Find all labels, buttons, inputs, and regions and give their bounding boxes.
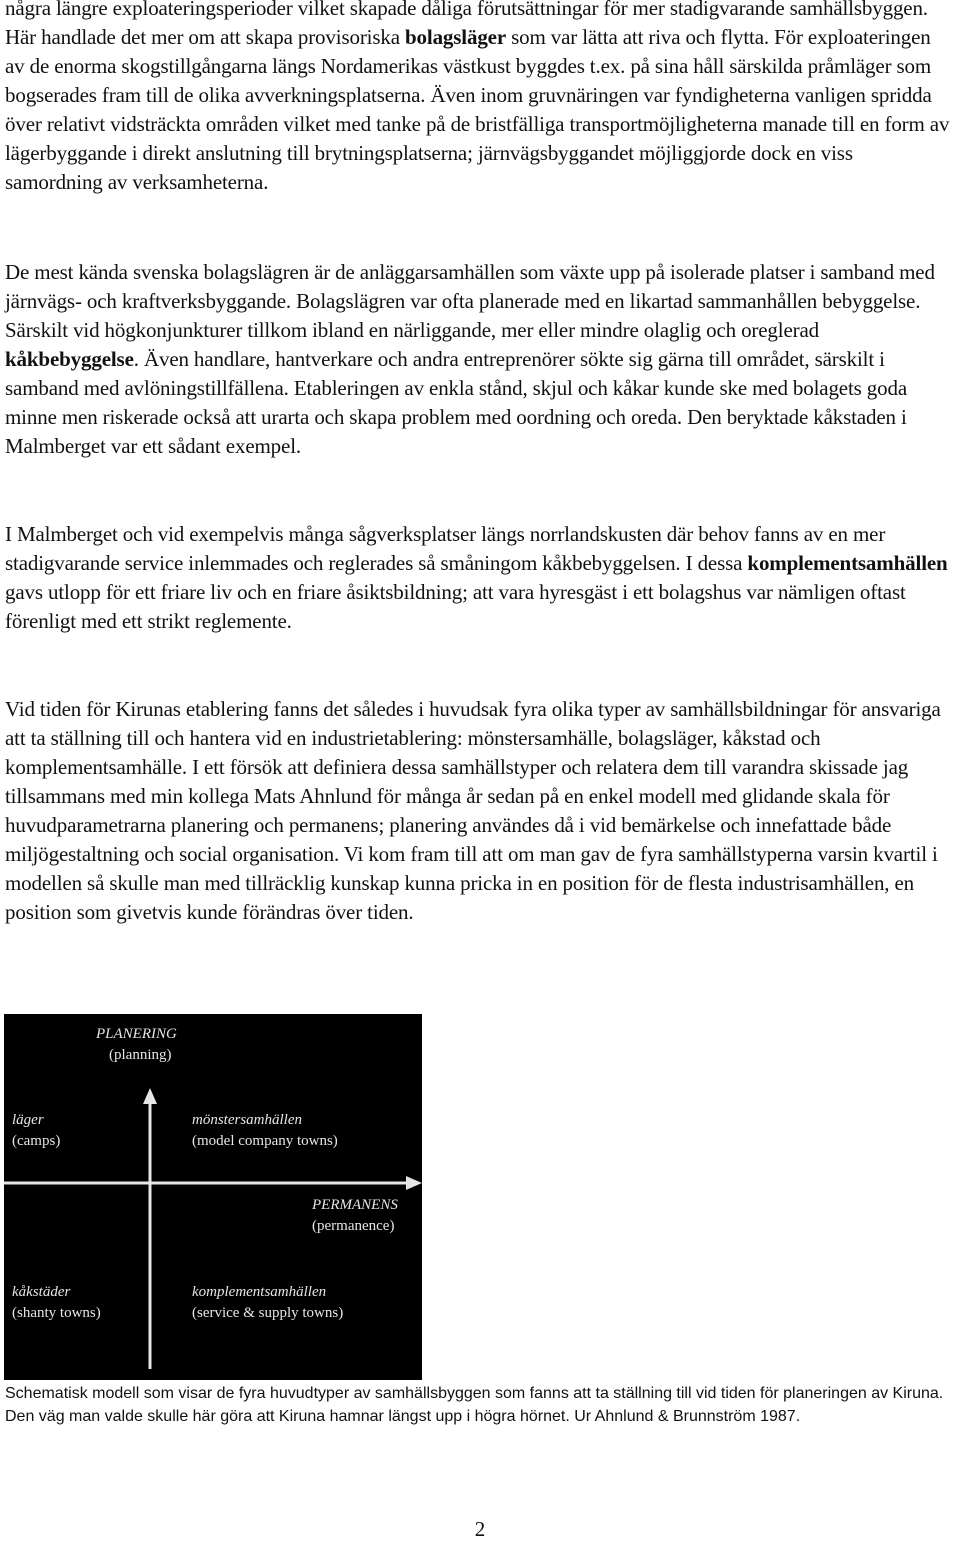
text-segment: De mest kända svenska bolagslägren är de anläggarsamhällen som växte upp på isolerade platser i samband med järnvägs- och kraftverksbyggande. Bolagslägren var ofta planerade med en likartad sammanhållen bebyggelse. Särskilt vid högkonjunkturer tillkom ibland en närliggande, mer eller mindre olaglig och oreglerad <box>5 260 935 342</box>
planering-arrow-head <box>143 1088 157 1104</box>
text-segment: . Även handlare, hantverkare och andra entreprenörer sökte sig gärna till området, särskilt i samband med avlöningstillfällena. Etableringen av enkla stånd, skjul och kåkar kunde ske med bolagets goda minne men riskerade också att urarta och skapa problem med oordning och oreda. Den beryktade kåkstaden i Malmberget var ett sådant exempel. <box>5 347 908 458</box>
quadrant-label-kakstader: kåkstäder (shanty towns) <box>12 1284 101 1321</box>
axis-label-permanens: PERMANENS (permanence) <box>312 1197 398 1234</box>
permanens-arrow-head <box>406 1176 422 1190</box>
paragraph-1 <box>5 0 955 197</box>
bold-term-bolagslager: bolagsläger <box>405 25 507 49</box>
text-segment: Vid tiden för Kirunas etablering fanns det således i huvudsak fyra olika typer av samhällsbildningar för ansvariga att ta ställning till och hantera vid en industrietablering: mönstersamhälle, bolagsläger, kåkstad och komplementsamhälle. I ett försök att definiera dessa samhällstyper och relatera dem till varandra skissade jag tillsammans med min kollega Mats Ahnlund för många år sedan på en enkel modell med glidande skala för huvudparametrarna planering och permanens; planering användes då i vid bemärkelse och innefattade både miljögestaltning och social organisation. Vi kom fram till att om man gav de fyra samhällstyperna varsin kvartil i modellen så skulle man med tillräcklig kunskap kunna pricka in en position för de flesta industrisamhällen, en position som givetvis kunde förändras över tiden. <box>5 697 941 924</box>
bold-term-komplementsamhallen: komplementsamhällen <box>747 551 948 575</box>
text-segment: I Malmberget och vid exempelvis många sågverksplatser längs norrlandskusten där behov fanns av en mer stadigvarande service inlemmades och reglerades så småningom kåkbebyggelsen. I dessa <box>5 522 886 575</box>
paragraph-2 <box>5 258 955 461</box>
quadrant-label-lager: läger (camps) <box>12 1112 61 1149</box>
figure-caption: Schematisk modell som visar de fyra huvudtyper av samhällsbyggen som fanns att ta ställning till vid tiden för planeringen av Kiruna. Den väg man valde skulle här göra att Kiruna hamnar längst upp i högra hörnet. Ur Ahnlund & Brunnström 1987. <box>5 1385 944 1425</box>
quadrant-label-monstersamhallen: mönstersamhällen (model company towns) <box>192 1112 338 1149</box>
axis-label-planering: PLANERING (planning) <box>96 1026 177 1063</box>
paragraph-3 <box>5 520 955 636</box>
bold-term-kakbebyggelse: kåkbebyggelse <box>5 347 134 371</box>
text-segment: gavs utlopp för ett friare liv och en friare åsiktsbildning; att vara hyresgäst i ett bolagshus var nämligen oftast förenligt med ett strikt reglemente. <box>5 580 906 633</box>
text-segment: några längre exploateringsperioder vilket skapade dåliga förutsättningar för mer stadigvarande samhällsbyggen. Här handlade det mer om att skapa provisoriska <box>5 0 928 49</box>
quadrant-label-komplementsamhallen: komplementsamhällen (service & supply towns) <box>192 1284 344 1321</box>
model-diagram <box>4 1014 422 1380</box>
text-segment: som var lätta att riva och flytta. För exploateringen av de enorma skogstillgångarna längs Nordamerikas västkust byggdes t.ex. på sina håll särskilda pråmläger som bogserades fram till de olika avverkningsplatserna. Även inom gruvnäringen var fyndigheterna vanligen spridda över relativt vidsträckta områden vilket med tanke på de bristfälliga transportmöjligheterna manade till en form av lägerbyggande i direkt anslutning till brytningsplatserna; järnvägsbyggandet möjliggjorde dock en viss samordning av verksamheterna. <box>5 25 950 194</box>
page-number: 2 <box>474 1517 486 1541</box>
paragraph-4 <box>5 695 955 927</box>
